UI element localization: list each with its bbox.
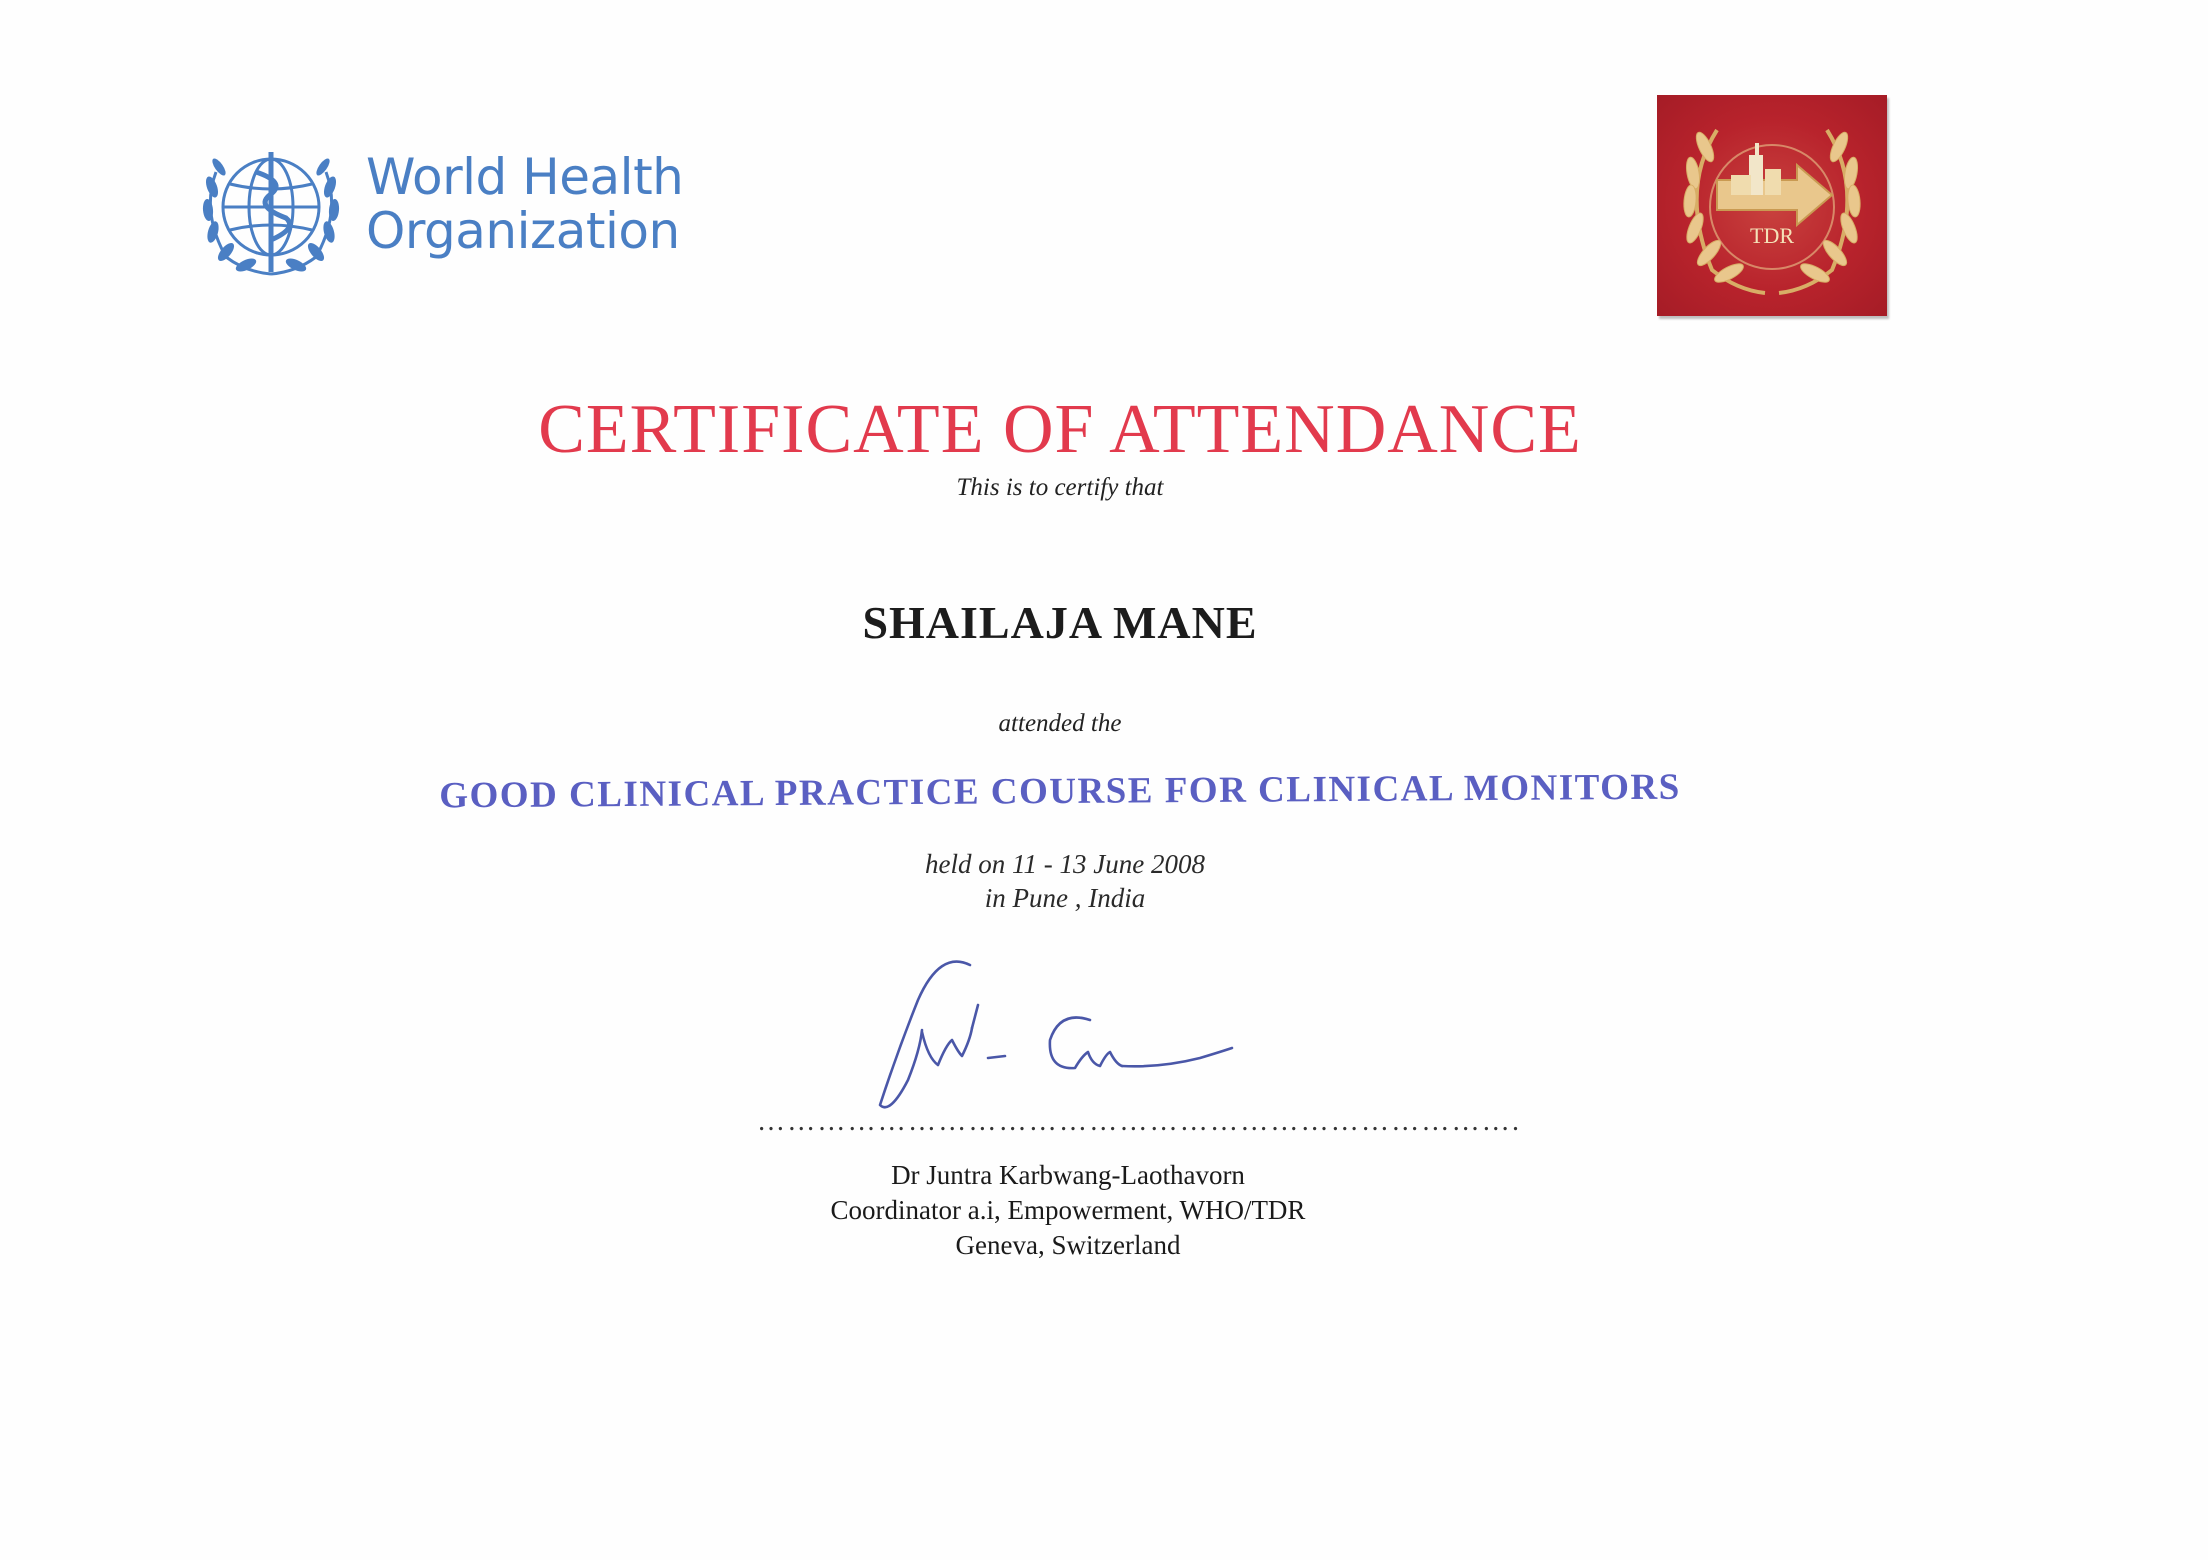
who-line2: Organization: [366, 202, 680, 260]
who-wordmark: [366, 150, 683, 258]
signer-name: Dr Juntra Karbwang-Laothavorn: [891, 1160, 1245, 1190]
course-title: GOOD CLINICAL PRACTICE COURSE FOR CLINICAL MONITORS: [439, 766, 1681, 817]
signer-block: [0, 1158, 2136, 1263]
held-details: [0, 847, 2130, 915]
signer-location: Geneva, Switzerland: [955, 1230, 1181, 1260]
certificate-title: CERTIFICATE OF ATTENDANCE: [538, 391, 1582, 468]
who-line1: World Health: [366, 148, 684, 206]
who-logo: [186, 132, 686, 282]
tdr-laurel-icon: [1657, 95, 1887, 316]
who-emblem-icon: [186, 132, 356, 282]
tdr-label: TDR: [1750, 223, 1794, 248]
attended-text: attended the: [998, 710, 1122, 737]
held-location: in Pune , India: [984, 883, 1146, 913]
tdr-logo: [1657, 95, 1887, 316]
signature-line: ………………………………………………………………….: [757, 1106, 1522, 1137]
signer-role: Coordinator a.i, Empowerment, WHO/TDR: [830, 1195, 1306, 1225]
certify-intro: This is to certify that: [956, 474, 1164, 501]
handwritten-signature: [860, 940, 1330, 1120]
held-date: held on 11 - 13 June 2008: [925, 849, 1205, 879]
recipient-name: SHAILAJA MANE: [862, 597, 1258, 648]
